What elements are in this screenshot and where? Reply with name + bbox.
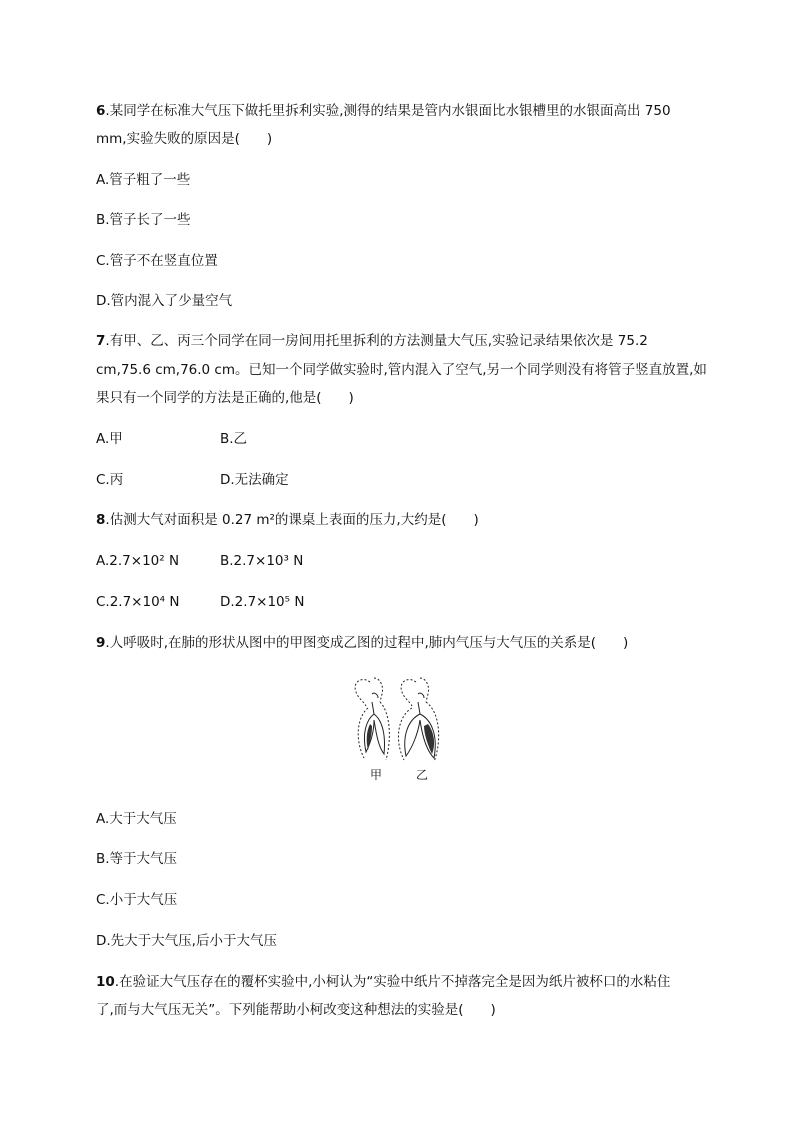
q8-option-a: A.2.7×10² N: [96, 553, 180, 569]
q9-option-d: D.先大于大气压,后小于大气压: [96, 933, 277, 949]
q9-stem-text-1: .人呼吸时,在肺的形状从图中的甲图变成乙图的过程中,肺内气压与大气压的关系是( ): [105, 635, 629, 651]
q7-stem-line-1: [96, 332, 648, 350]
figure-label-jia: 甲: [370, 768, 383, 782]
q9-option-a: A.大于大气压: [96, 811, 177, 827]
q6-option-b: B.管子长了一些: [96, 212, 191, 228]
q10-stem-line-2: 了,而与大气压无关”。下列能帮助小柯改变这种想法的实验是( ): [96, 1002, 496, 1018]
q9-option-b: B.等于大气压: [96, 851, 178, 867]
q8-option-c: C.2.7×10⁴ N: [96, 594, 180, 610]
q9-number: 9: [96, 635, 106, 651]
q9-stem-line-1: [96, 634, 628, 652]
q7-option-d: D.无法确定: [220, 472, 289, 488]
q6-stem-line-2: mm,实验失败的原因是( ): [96, 131, 273, 147]
q7-number: 7: [96, 333, 106, 349]
q8-option-b: B.2.7×10³ N: [220, 553, 304, 569]
q7-option-c: C.丙: [96, 472, 124, 488]
q8-number: 8: [96, 512, 106, 528]
q6-option-a: A.管子粗了一些: [96, 172, 191, 188]
q6-option-d: D.管内混入了少量空气: [96, 293, 233, 309]
q6-stem-text-1: .某同学在标准大气压下做托里拆利实验,测得的结果是管内水银面比水银槽里的水银面高出 750: [105, 103, 671, 119]
q7-stem-line-3: 果只有一个同学的方法是正确的,他是( ): [96, 390, 354, 406]
q6-option-c: C.管子不在竖直位置: [96, 253, 218, 269]
lung-figure-jia: [355, 678, 389, 760]
figure-label-yi: 乙: [416, 768, 429, 782]
q7-option-a: A.甲: [96, 431, 123, 447]
lung-diagram-svg: [344, 672, 448, 768]
lung-breathing-figure: [344, 672, 448, 790]
q9-option-c: C.小于大气压: [96, 892, 178, 908]
lung-left-shading-jia: [367, 724, 372, 750]
q7-options-row-1: [96, 430, 248, 448]
q8-stem-text-1: .估测大气对面积是 0.27 m²的课桌上表面的压力,大约是( ): [105, 512, 479, 528]
q7-stem-line-2: cm,75.6 cm,76.0 cm。已知一个同学做实验时,管内混入了空气,另一个同学则没有将管子竖直放置,如: [96, 362, 707, 378]
q8-option-d: D.2.7×10⁵ N: [220, 594, 305, 610]
q8-options-row-1: [96, 552, 304, 570]
q7-stem-text-1: .有甲、乙、丙三个同学在同一房间用托里拆利的方法测量大气压,实验记录结果依次是 75.2: [105, 333, 648, 349]
q10-stem-line-1: [96, 973, 670, 991]
q10-stem-text-1: .在验证大气压存在的覆杯实验中,小柯认为“实验中纸片不掉落完全是因为纸片被杯口的水粘住: [114, 974, 671, 990]
q6-number: 6: [96, 103, 106, 119]
q8-options-row-2: [96, 593, 305, 611]
q6-stem-line-1: [96, 102, 671, 120]
q8-stem-line-1: [96, 511, 479, 529]
q7-options-row-2: [96, 471, 289, 489]
q10-number: 10: [96, 974, 115, 990]
q7-option-b: B.乙: [220, 431, 248, 447]
